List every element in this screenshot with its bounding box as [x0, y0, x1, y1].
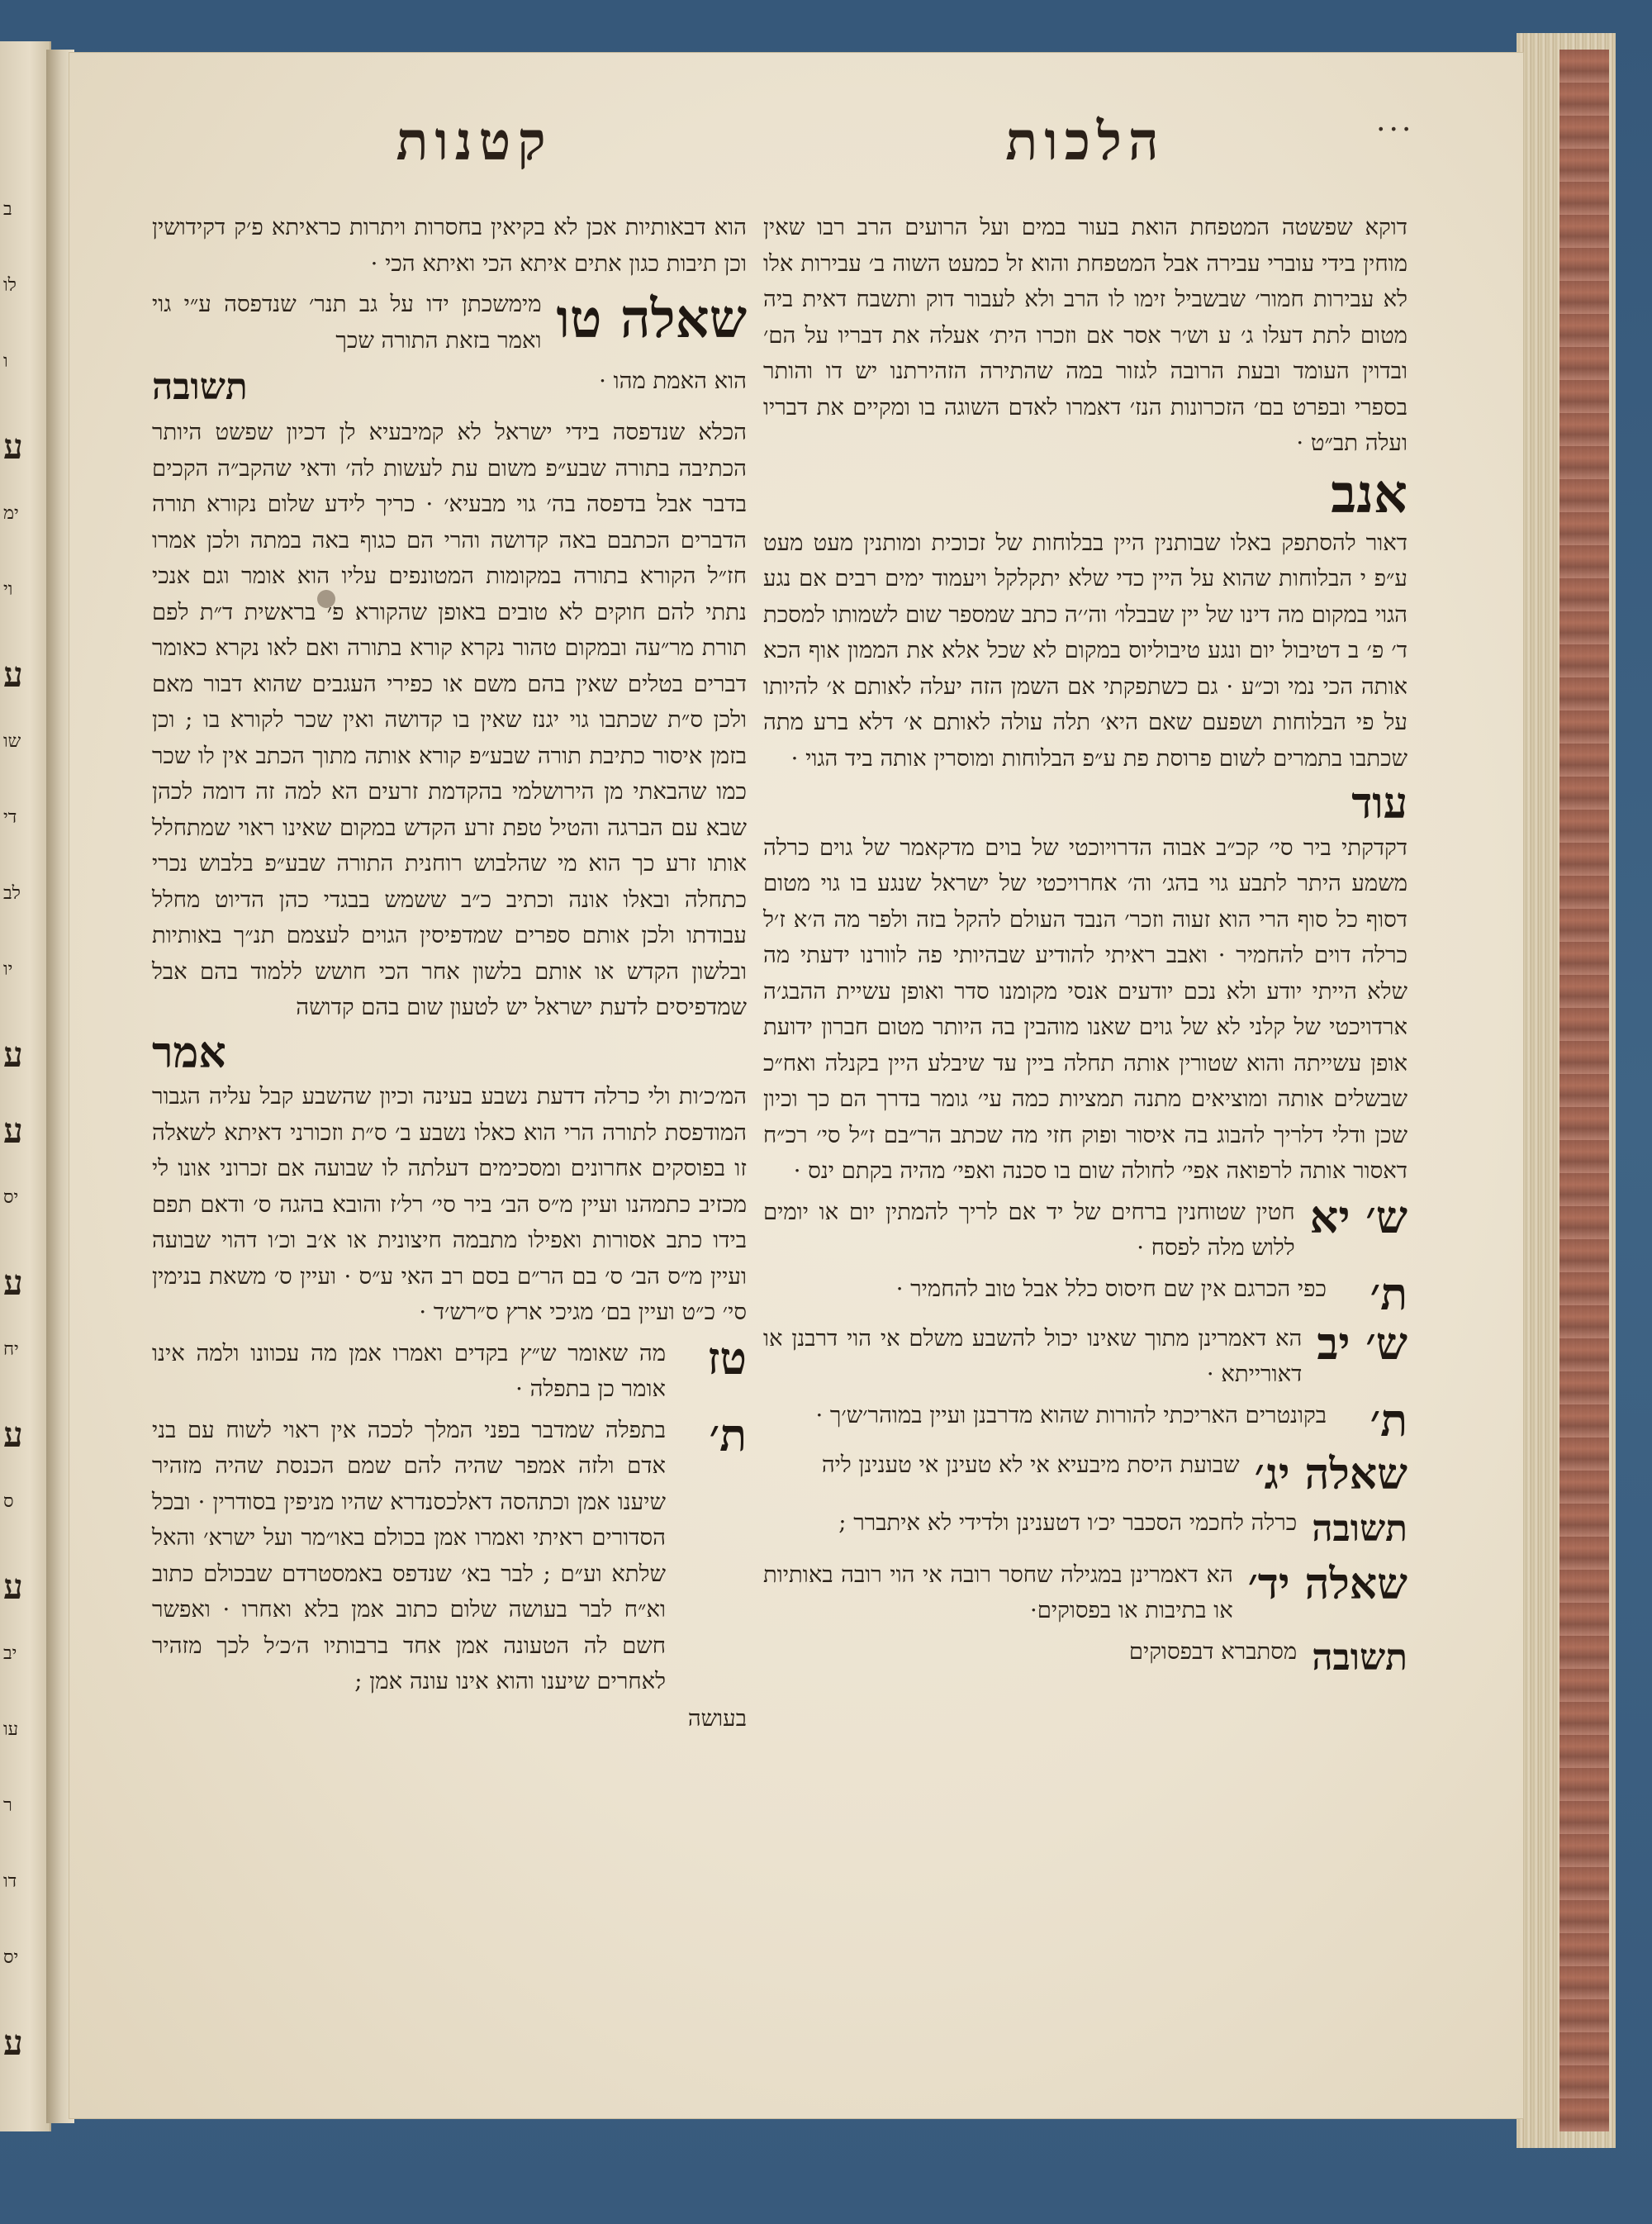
answer-head: תשובה [1312, 1508, 1408, 1551]
question-text: הא דאמרינן במגילה שחסר רובה אי הוי רובה באותיות או בתיבות או בפסוקים· [763, 1561, 1233, 1624]
margin-glyph: עו [3, 1719, 19, 1740]
qa-entry [763, 1266, 1408, 1320]
left-column [152, 210, 747, 1732]
qa-mark: ש׳ יב [1317, 1316, 1408, 1370]
answer-15 [152, 364, 747, 410]
margin-glyph: ע [3, 1414, 23, 1455]
margin-glyph: ע [3, 654, 23, 695]
paragraph: דקדקתי ביר סי׳ קכ״ב אבוה הדרויוכטי של בוים מדקאמר של גוים כרלה משמע היתר לתבע גוי בהג׳ וה׳ אחרויכטי של ישראל שנגע בו גוי מטום דסוף כל סוף הרי הוא זעוה וזכר׳ הנבד העולם להקל בזה ולפר מה ה׳א ז׳ל כרלה דוים להחמיר · ואבב ראיתי להודיע שבהיותי פה לוורנו ידעתי מה שלא הייתי יודע ולא נכם יודעים אנסי מקומנו סדר ואופן עשיית ההבג׳ה ארדויכטי של קלני לא של גוים שאנו מוהבין בה היותר מטום חברון ידועת אופן עשייתה והוא שטורין אותה תחלה ביין עד שיבלע היין בקנלה ואח״כ שבשלים אותה ומוציאים מתנה תמציות כמה עי׳ גומר בדרך הם כך וכיון שכן ודלי דלריך להבוג בה איסור ופוק חזי מה שכתב הר״בם ז״ל סי׳ רכ״ח דאסור אותה לרפואה אפי׳ לחולה שום בו סכנה ואפי׳ מהיה בקתם ינס · [763, 834, 1408, 1185]
right-column [763, 210, 1408, 1685]
answer-text: מסתברא דבפסוקים [1128, 1637, 1298, 1665]
margin-glyph: ר [3, 1795, 12, 1816]
margin-glyph: ע [3, 1034, 23, 1075]
paragraph: דוקא שפשטה המטפחת הואת בעור במים ועל הרועים הרב רבו שאין מוחין בידי עוברי עבירה אבל המטפחת והוא זל כמעט השוה ב׳ עבירות אלו לא עבירות חמור׳ שבשביל זימו לו הרב ולא לעבור דוק ותשבח דאית ביה מטום לתת דעלו ג׳ ע וש׳ר אסר אם וזכרו הית׳ אעלה את דבריו על הם׳ ובדוין העומד ובעת הרובה לגזור במה שהתירה הזהירתנו יש דו והותר בספרי ובפרט בם׳ הזכרונות הנז׳ דאמרו לאדם השוגה בו ומקיים את דבריו ועלה תב״ט · [763, 214, 1408, 456]
question-text: מימשכתן ידו על גב תנר׳ שנדפסה ע״י גוי ואמר בזאת התורה שכך [152, 291, 542, 354]
margin-glyph: שו [3, 731, 21, 752]
paragraph: המ׳כ׳ות ולי כרלה דדעת נשבע בעינה וכיון שהשבע קבל עליה הגבור המודפסת לתורה הרי הוא כאלו נשבע ב׳ ס״ת וזכורני דאיתא לשאלה זו בפוסקים אחרונים ומסכימים דעלתה לו שבועה אם זכרוני אונו לי מכזיב כתמהנו ועיין מ״ס הב׳ ביר סי׳ רל׳ז והובא בהגה ס׳ ודאם תפם בידו כתב אסורות ואפילו מתבמה חיצונית או א׳ב וכ׳ו דהוי שבועה ועיין מ״ס הב׳ ס׳ בם הר״ם בסם רב האי ע״ס · ועיין ס׳ משאת בנימין סי׳ כ״ט ועיין בם׳ מגיכי ארץ ס״רש׳ד · [152, 1083, 747, 1326]
question-14 [763, 1557, 1408, 1629]
running-title-left: קטנות [396, 111, 553, 173]
qa-mark: ת׳ [1370, 1393, 1408, 1447]
margin-glyph: לו [3, 275, 17, 296]
margin-glyph: ב [3, 199, 12, 220]
margin-glyph: ימ [3, 503, 19, 524]
qa-mark: ת׳ [709, 1408, 747, 1461]
qa-entry [763, 1316, 1408, 1393]
answer-14 [763, 1634, 1408, 1680]
question-head: שאלה טו [556, 288, 747, 350]
margin-glyph: ע [3, 1110, 23, 1151]
qa-text: כפי הכרגם אין שם חיסוס כלל אבל טוב להחמיר · [895, 1275, 1327, 1302]
question-head: שאלה יג׳ [1254, 1448, 1408, 1499]
margin-glyph: יו [3, 959, 13, 980]
answer-16 [152, 1408, 747, 1700]
margin-glyph: יס [3, 1187, 19, 1208]
margin-glyph: די [3, 807, 17, 828]
margin-glyph: ע [3, 1566, 23, 1607]
question-text-cont: הוא האמת מהו · [599, 368, 747, 394]
qa-text: חטין שטוחנין ברחים של יד אם לריך להמתין יום או יומים ללוש מלה לפסח · [763, 1198, 1295, 1262]
question-text: שבועת היסת מיבעיא אי לא טעינן אי טענינן ליה [821, 1451, 1240, 1478]
catchword: בעושה [687, 1704, 747, 1732]
margin-glyph: יס [3, 1947, 19, 1968]
qa-text: הא דאמרינן מתוך שאינו יכול להשבע משלם אי הוי דרבנן או דאורייתא · [763, 1324, 1303, 1388]
running-title-right: הלכות [1005, 111, 1165, 173]
section-head-word: אנב [1331, 463, 1408, 525]
question-13 [763, 1447, 1408, 1501]
marbled-binding-edge [1559, 50, 1609, 2131]
qa-entry [763, 1190, 1408, 1266]
answer-13 [763, 1505, 1408, 1552]
qa-mark: טז [707, 1331, 747, 1385]
corner-mark: ... [1376, 104, 1415, 138]
margin-glyph: לב [3, 883, 21, 904]
margin-glyph: יב [3, 1643, 17, 1664]
answer-text: כרלה לחכמי הסכבר יכ׳ו דטענינן ולדידי לא איתברר ; [838, 1509, 1298, 1537]
paragraph: הוא דבאותיות אכן לא בקיאין בחסרות ויתרות כראיתא פ׳ק דקידושין וכן תיבות כגון אתים איתא הכי ואיתא הכי · [152, 214, 747, 277]
section-head-word: אמר [152, 1027, 226, 1078]
answer-head: תשובה [1312, 1636, 1408, 1679]
qa-mark: ת׳ [1370, 1266, 1408, 1320]
margin-glyph: ע [3, 2022, 23, 2063]
book-page [69, 53, 1523, 2118]
question-15 [152, 287, 747, 359]
answer-text: בתפלה שמדבר בפני המלך לככה אין ראוי לשוח עם בני אדם ולזה אמפר שהיה להם שמם הכנסת שהיה מזהיר שיענו אמן וכתהסה דאלכסנדרא שהיו מניפין בסודרין · ובכל הסדורים ראיתי ואמרו אמן בכולם באו״מר ועל ישרא׳ והאל שלתא וע״ם ; לבר בא׳ שנדפס באמסטרדם שבכולם כתוב וא״ח לבר בעושה שלום כתוב אמן בלא ואחרו · ואפשר חשם לה הטעונה אמן אחד ברבותיו ה׳כ׳ל לכך מזהיר לאחרים שיענו והוא אינו עונה אמן ; [152, 1416, 666, 1695]
margin-glyph: ס [3, 1491, 14, 1512]
margin-glyph: ע [3, 1262, 23, 1303]
qa-text: בקונטרים האריכתי להורות שהוא מדרבנן ועיין במוהר׳ש׳ך · [815, 1401, 1327, 1428]
question-head: שאלה יד׳ [1247, 1558, 1408, 1609]
answer-head: תשובה [152, 366, 248, 408]
margin-glyph: וי [3, 579, 13, 600]
paragraph: הכלא שנדפסה בידי ישראל לא קמיבעיא לן דכיון שפשט היותר הכתיבה בתורה שבע״פ משום עת לעשות לה׳ ודאי שהקב״ה הקכים בדבר אבל בדפסה בה׳ גוי מבעיא׳ · כריך לידע שלום נקורא תורה הדברים הכתבם באה קדושה והרי הם כגוף באה במתה ולכן אמרו חז״ל הקורא בתורה במקומות המטונפים עליו הוא אומר וגם אנכי נתתי להם חוקים לא טובים באופן שהקורא פ׳ בראשית ד״ת לפם תורת מר״עה ובמקום טהור נקרא קורא בתורה ואם לאו נקרא כאומר דברים בטלים שאין בהם משם או כפירי העגבים שהוא דבור מאם ולכן ס״ת שכתבו גוי יגנז שאין בו קדושה ואין שכר לקורא בו ; וכן בזמן איסור כתיבת תורה שבע״פ קורא אותה מתוך הכתב אין לו שכר כמו שהבאתי מן הירושלמי בהקדמת זרעים הא למה זה דומה לכהן שבא עם הברגה והטיל טפת זרע הקדש במקום שאינו ראוי שמתחלל אותו זרע כך הוא מי שהלבוש רוחנית התורה שבע״פ בלבוש נכרי כתחלה ובאלו אונה וכתיב כ״ב ששמש בבגדי כהן הדיוט מחלל עבודתו ולכן אותם ספרים שמדפיסין הגוים לעצמם תנ״ך באותיות ובלשון הקדש או אותם בלשון אחר הכי חושש ללמוד בהם אבל שמדפיסים לדעת ישראל יש לטעון שום בהם קדושה [152, 419, 747, 1021]
margin-glyph: יח [3, 1339, 19, 1360]
paragraph: דאור להסתפק באלו שבותנין היין בבלוחות של זכוכית ומותנין מעט מעט ע״פ י הבלוחות שהוא על היין כדי שלא יתקלקל ויעמוד ימים רבים אם נגע הגוי במקום מה דינו של יין שבבלו׳ וה׳׳ה כתב שמספר שום לשמותו למסכת ד׳ פ׳ ב דטיבול יום ונגע טיבוליוס במקום לא שכל אלא את הממון אוף הכא אותה הכי נמי וכ״ע · גם כשתפקתי אם השמן הזה יעלה לאותם א׳ להיותו על פי הבלוחות ושפעם שאם היא׳ תלה עולה לאותם א׳ דלא ברע מתה שכתבו בתמרים לשום פרוסת פת ע״פ הבלוחות ומוסרין אותה ביד הגוי · [763, 529, 1408, 772]
qa-entry [763, 1393, 1408, 1447]
margin-glyph: ע [3, 426, 23, 467]
question-16 [152, 1331, 747, 1408]
qa-mark: ש׳ יא [1309, 1190, 1408, 1243]
margin-glyph: ו [3, 351, 8, 372]
section-head-word: עוד [1351, 778, 1408, 829]
question-text: מה שאומר ש״ץ בקדים ואמרו אמן מה עכוונו ולמה אינו אומר כן בתפלה · [152, 1339, 666, 1403]
margin-glyph: דו [3, 1871, 17, 1892]
